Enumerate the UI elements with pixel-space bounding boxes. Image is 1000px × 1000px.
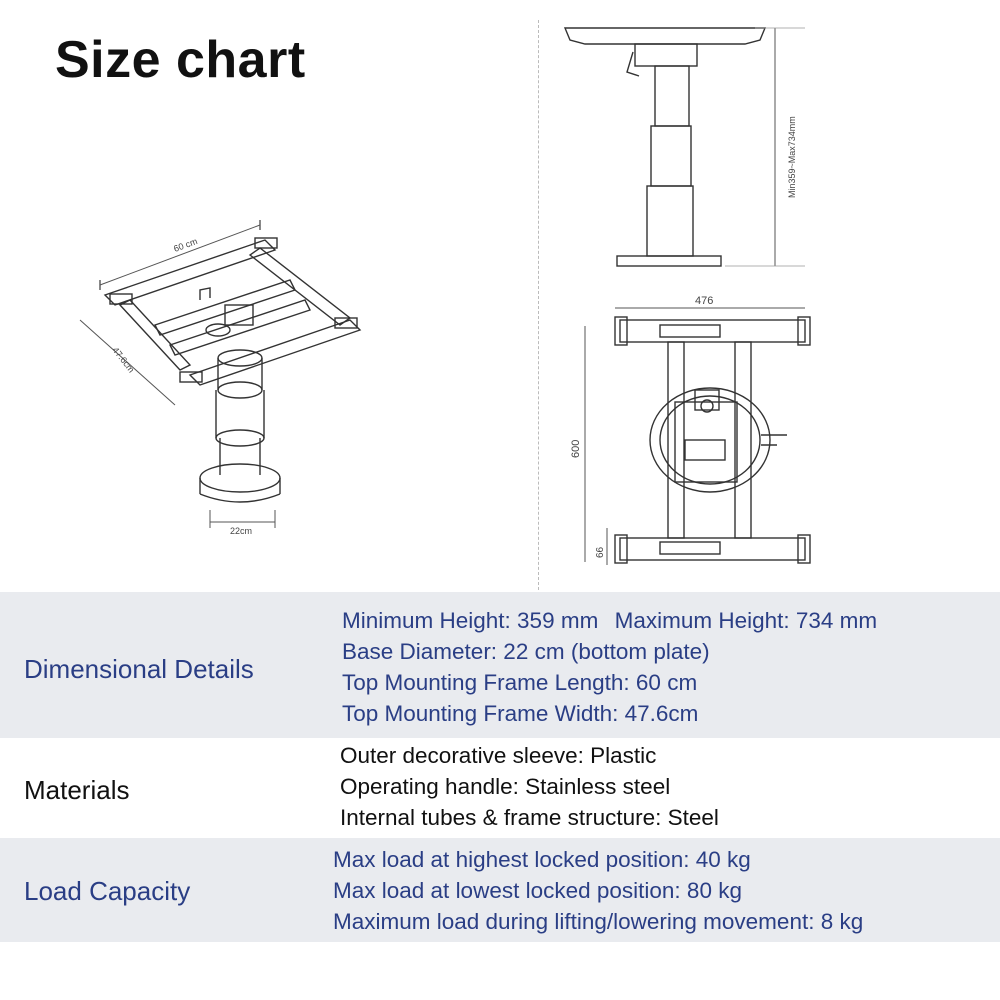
top-length-label: 600 — [570, 439, 582, 458]
handle-material-text: Operating handle: Stainless steel — [340, 774, 671, 799]
load-capacity-label: Load Capacity — [24, 876, 191, 906]
isometric-drawing — [60, 210, 380, 550]
top-view-drawing — [565, 290, 825, 580]
base-diameter-text: Base Diameter: 22 cm (bottom plate) — [342, 639, 710, 664]
frame-width-text: Top Mounting Frame Width: 47.6cm — [342, 701, 699, 726]
max-height-text: Maximum Height: 734 mm — [614, 608, 878, 633]
materials-label: Materials — [24, 775, 130, 805]
materials-list — [340, 740, 719, 833]
materials-row — [0, 738, 1000, 838]
iso-base-label: 22cm — [230, 526, 253, 536]
side-view-drawing — [555, 18, 815, 278]
min-height-text: Minimum Height: 359 mm — [342, 608, 599, 633]
sleeve-material-text: Outer decorative sleeve: Plastic — [340, 743, 657, 768]
load-capacity-row — [0, 838, 1000, 942]
dimensional-details-label: Dimensional Details — [24, 654, 254, 684]
iso-width-label: 60 cm — [172, 236, 199, 254]
load-capacity-list — [333, 844, 863, 937]
side-height-label: Min359~Max734mm — [787, 116, 797, 198]
dimensional-details-list — [342, 605, 877, 729]
iso-depth-label: 47.6cm — [110, 345, 137, 375]
load-lowest-text: Max load at lowest locked position: 80 kg — [333, 878, 742, 903]
top-width-label: 476 — [695, 295, 714, 307]
frame-length-text: Top Mounting Frame Length: 60 cm — [342, 670, 698, 695]
tubes-material-text: Internal tubes & frame structure: Steel — [340, 805, 719, 830]
top-foot-label: 66 — [595, 546, 606, 558]
divider — [538, 20, 539, 590]
dimensional-details-row — [0, 592, 1000, 738]
load-moving-text: Maximum load during lifting/lowering movement: 8 kg — [333, 909, 864, 934]
page-title: Size chart — [55, 31, 306, 89]
load-highest-text: Max load at highest locked position: 40 kg — [333, 847, 751, 872]
